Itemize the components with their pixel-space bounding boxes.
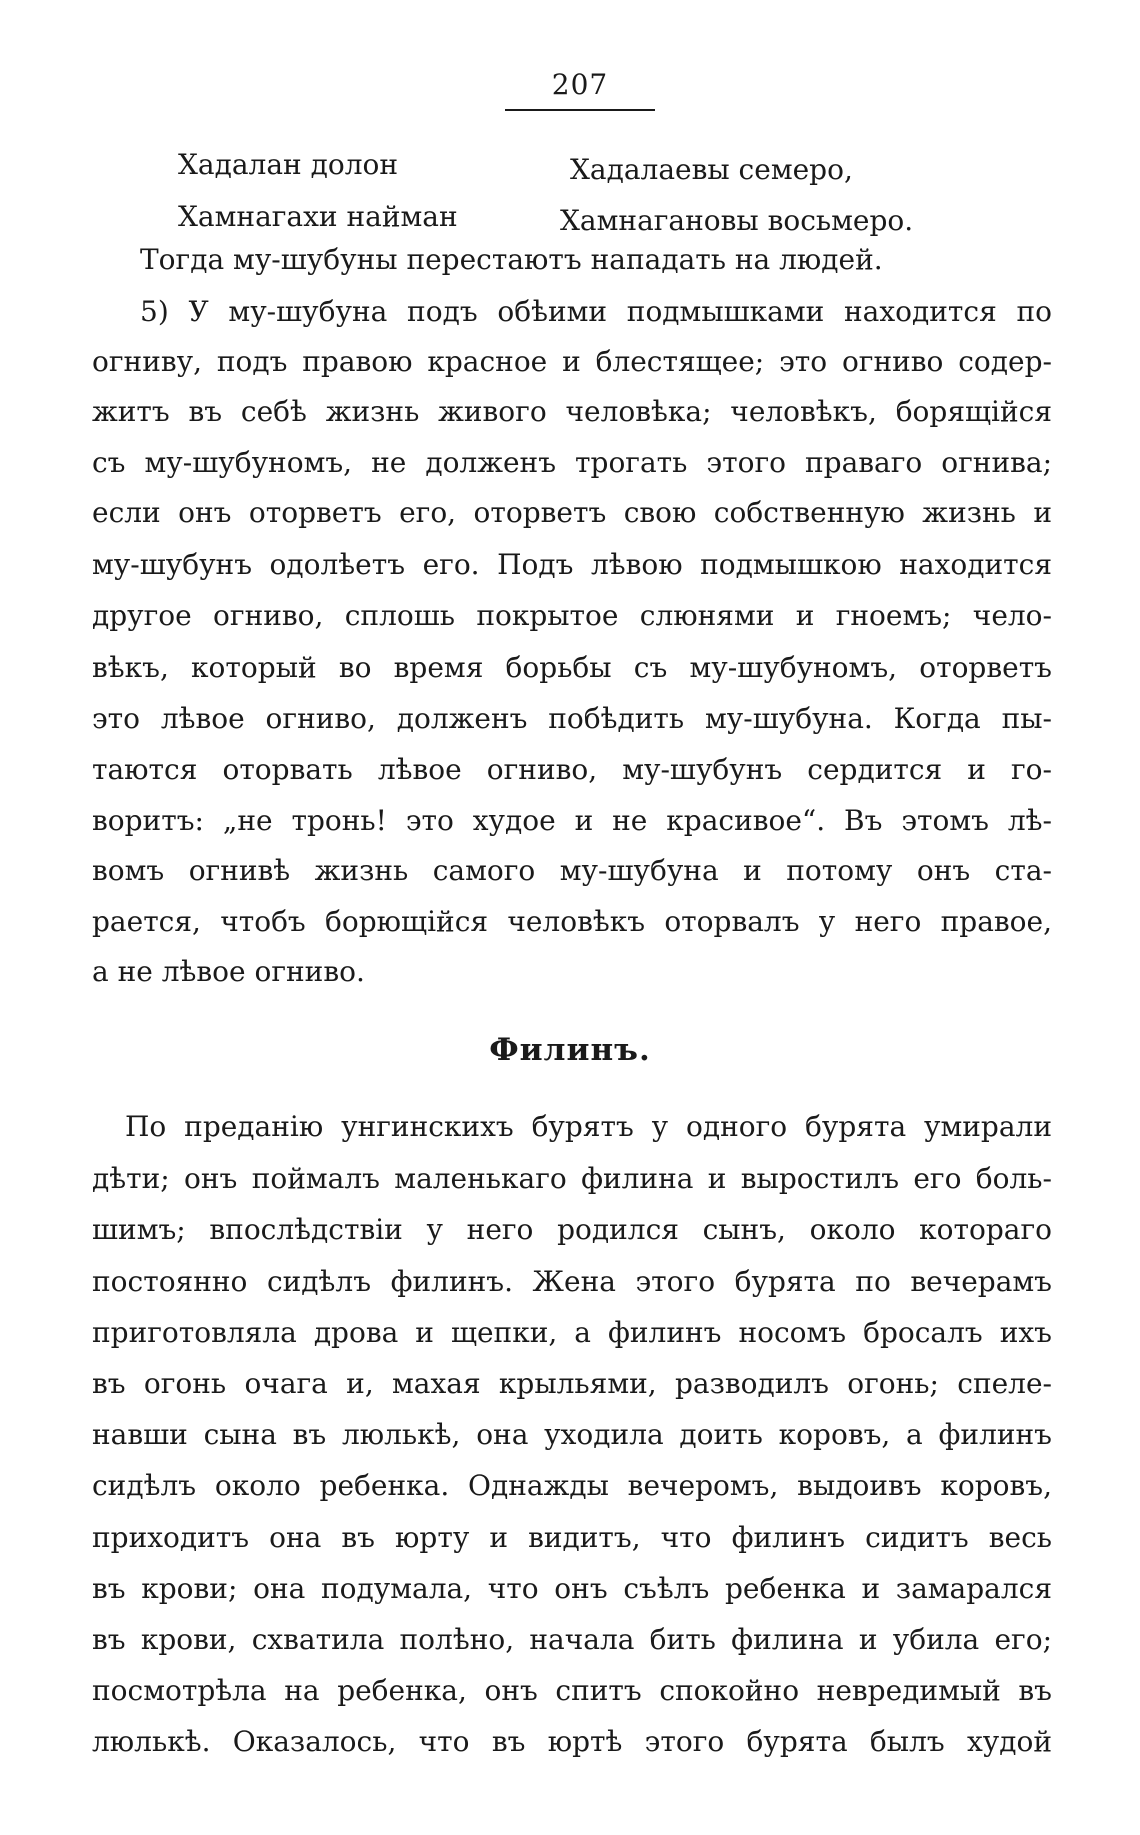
text-line: постоянно сидѣлъ филинъ. Жена этого бурята по вечерамъ: [92, 1265, 1052, 1298]
text-line: По преданію унгинскихъ бурятъ у одного бурята умирали: [125, 1110, 1052, 1143]
text-line: огниву, подъ правою красное и блестящее; это огниво содер-: [92, 345, 1052, 378]
text-line: въ крови; она подумала, что онъ съѣлъ ребенка и замарался: [92, 1572, 1052, 1605]
text-line: Тогда му-шубуны перестаютъ нападать на людей.: [140, 243, 883, 276]
text-line: навши сына въ люлькѣ, она уходила доить коровъ, а филинъ: [92, 1418, 1052, 1451]
text-line: воритъ: „не тронь! это худое и не красивое“. Въ этомъ лѣ-: [92, 804, 1052, 837]
text-line: вѣкъ, который во время борьбы съ му-шубуномъ, оторветъ: [92, 651, 1052, 684]
text-line: приготовляла дрова и щепки, а филинъ носомъ бросалъ ихъ: [92, 1316, 1052, 1349]
verse-line-2-left: Хамнагахи найман: [178, 200, 458, 233]
text-line: шимъ; впослѣдствіи у него родился сынъ, около котораго: [92, 1213, 1052, 1246]
text-line: му-шубунъ одолѣетъ его. Подъ лѣвою подмышкою находится: [92, 548, 1052, 581]
text-line: это лѣвое огниво, долженъ побѣдить му-шубуна. Когда пы-: [92, 702, 1052, 735]
text-line: а не лѣвое огниво.: [92, 955, 365, 988]
verse-line-1-right: Хадалаевы семеро,: [570, 153, 853, 186]
page-number-rule: [505, 109, 655, 111]
text-line: рается, чтобъ борющійся человѣкъ оторвалъ у него правое,: [92, 905, 1052, 938]
text-line: съ му-шубуномъ, не долженъ трогать этого праваго огнива;: [92, 446, 1052, 479]
text-line: другое огниво, сплошь покрытое слюнями и гноемъ; чело-: [92, 599, 1052, 632]
text-line: если онъ оторветъ его, оторветъ свою собственную жизнь и: [92, 496, 1052, 529]
text-line: люлькѣ. Оказалось, что въ юртѣ этого бурята былъ худой: [92, 1725, 1052, 1758]
text-line: въ огонь очага и, махая крыльями, разводилъ огонь; спеле-: [92, 1367, 1052, 1400]
verse-line-1-left: Хадалан долон: [178, 148, 399, 181]
text-line: вомъ огнивѣ жизнь самого му-шубуна и потому онъ ста-: [92, 854, 1052, 887]
text-line: посмотрѣла на ребенка, онъ спитъ спокойно невредимый въ: [92, 1674, 1052, 1707]
text-line: таются оторвать лѣвое огниво, му-шубунъ сердится и го-: [92, 753, 1052, 786]
text-line: сидѣлъ около ребенка. Однажды вечеромъ, выдоивъ коровъ,: [92, 1469, 1052, 1502]
section-heading: Филинъ.: [489, 1032, 651, 1068]
text-line: приходитъ она въ юрту и видитъ, что филинъ сидитъ весь: [92, 1521, 1052, 1554]
text-line: въ крови, схватила полѣно, начала бить филина и убила его;: [92, 1623, 1052, 1656]
verse-line-2-right: Хамнагановы восьмеро.: [560, 204, 914, 237]
text-line: 5) У му-шубуна подъ обѣими подмышками находится по: [140, 295, 1052, 328]
page-number: 207: [551, 68, 609, 101]
text-line: дѣти; онъ поймалъ маленькаго филина и выростилъ его боль-: [92, 1162, 1052, 1195]
text-line: житъ въ себѣ жизнь живого человѣка; человѣкъ, борящійся: [92, 395, 1052, 428]
